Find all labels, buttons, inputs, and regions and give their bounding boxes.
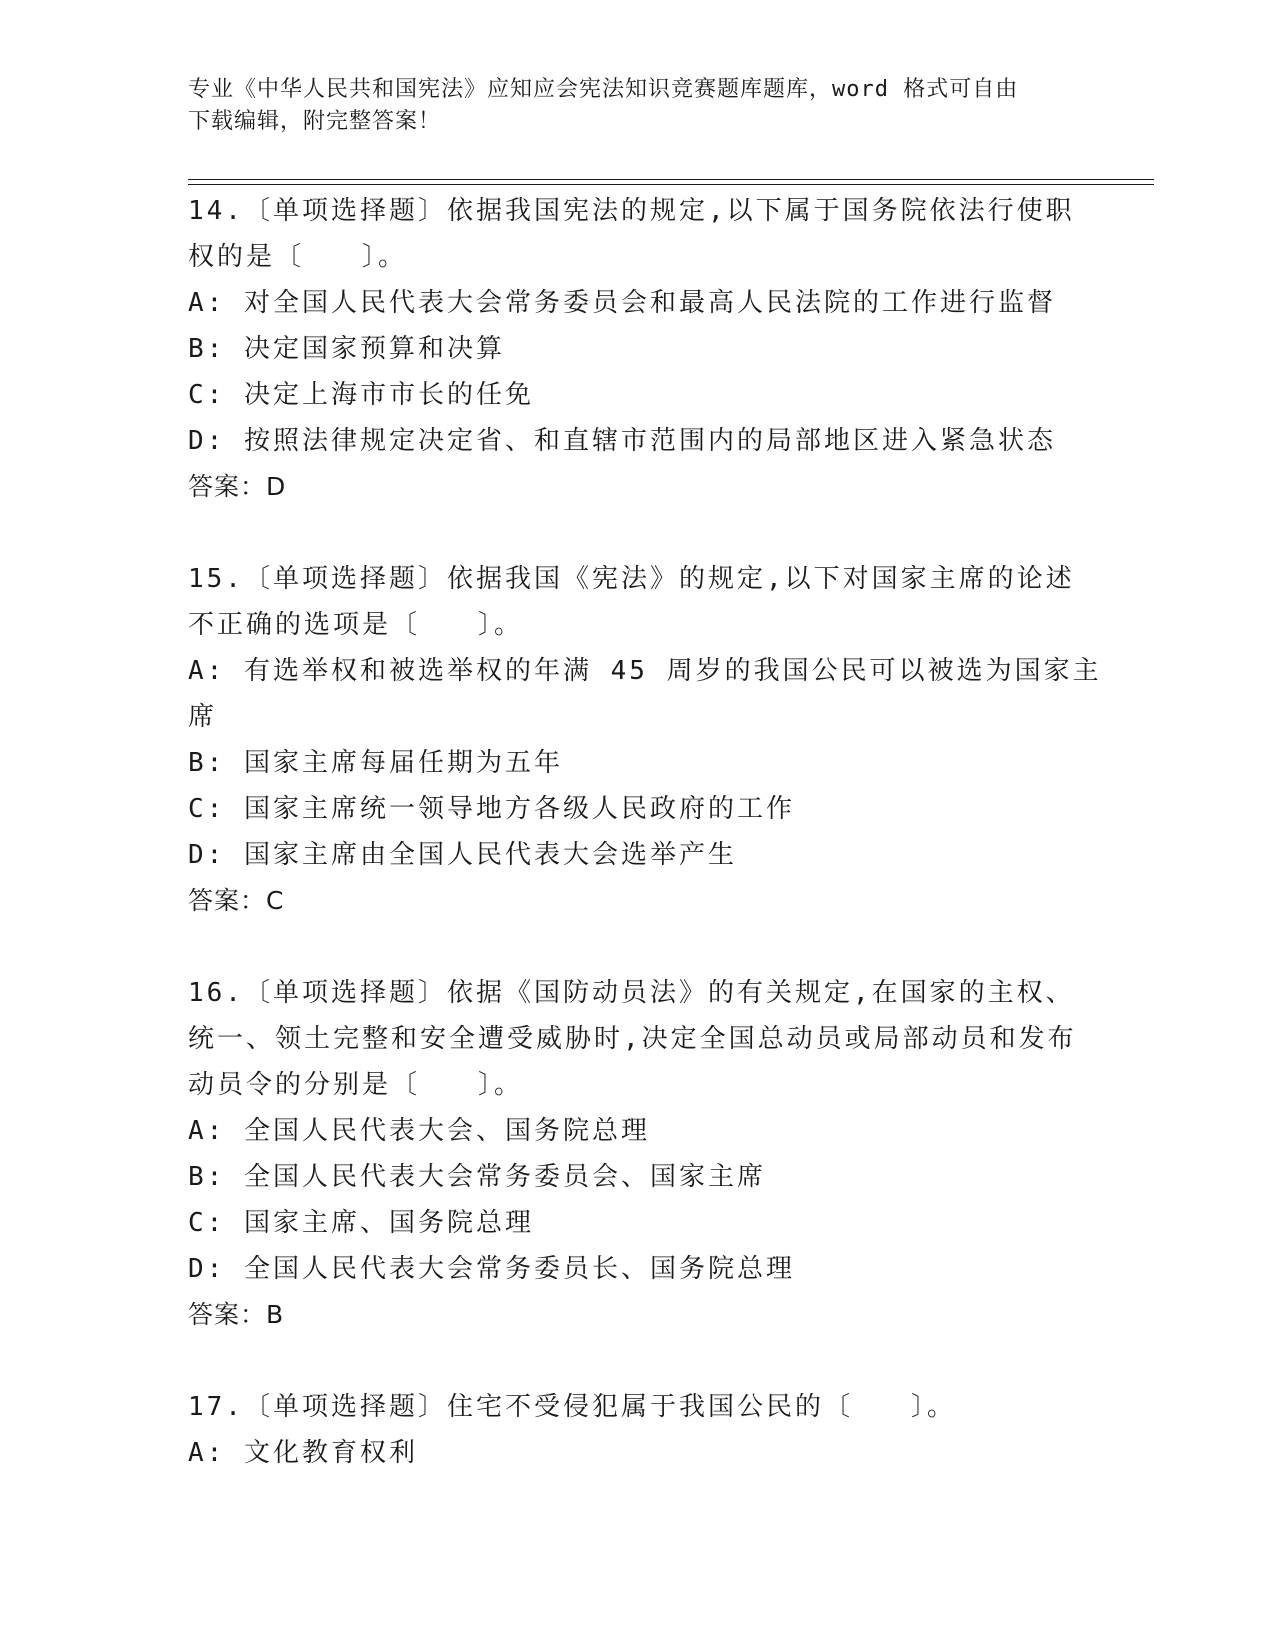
option-a: A: 全国人民代表大会、国务院总理 bbox=[188, 1116, 650, 1146]
answer-label: 答案：C bbox=[188, 886, 285, 915]
option-b: B: 全国人民代表大会常务委员会、国家主席 bbox=[188, 1162, 766, 1192]
question-17 bbox=[188, 1384, 1088, 1476]
answer-label: 答案：D bbox=[188, 472, 287, 501]
option-b: B: 国家主席每届任期为五年 bbox=[188, 748, 563, 778]
option-a: A: 文化教育权利 bbox=[188, 1438, 418, 1468]
question-stem-line: 动员令的分别是〔 〕。 bbox=[188, 1070, 524, 1100]
question-stem-line: 统一、领土完整和安全遭受威胁时,决定全国总动员或局部动员和发布 bbox=[188, 1024, 1077, 1054]
answer-label: 答案：B bbox=[188, 1300, 285, 1329]
option-d: D: 全国人民代表大会常务委员长、国务院总理 bbox=[188, 1254, 795, 1284]
option-d: D: 按照法律规定决定省、和直辖市范围内的局部地区进入紧急状态 bbox=[188, 426, 1056, 456]
question-stem-line: 权的是〔 〕。 bbox=[188, 242, 408, 272]
question-14 bbox=[188, 188, 1088, 510]
option-a-continued: 席 bbox=[188, 702, 218, 732]
question-stem-line: 16.〔单项选择题〕依据《国防动员法》的有关规定,在国家的主权、 bbox=[188, 978, 1075, 1008]
option-c: C: 国家主席、国务院总理 bbox=[188, 1208, 534, 1238]
option-b: B: 决定国家预算和决算 bbox=[188, 334, 505, 364]
header-divider-bottom bbox=[188, 184, 1154, 185]
option-c: C: 国家主席统一领导地方各级人民政府的工作 bbox=[188, 794, 795, 824]
document-header bbox=[188, 74, 1088, 138]
question-stem bbox=[188, 556, 1088, 648]
question-16 bbox=[188, 970, 1088, 1338]
option-d: D: 国家主席由全国人民代表大会选举产生 bbox=[188, 840, 737, 870]
header-line-2: 下载编辑，附完整答案！ bbox=[188, 109, 442, 134]
question-stem-line: 17.〔单项选择题〕住宅不受侵犯属于我国公民的〔 〕。 bbox=[188, 1392, 956, 1422]
header-divider-top bbox=[188, 179, 1154, 180]
question-stem-line: 14.〔单项选择题〕依据我国宪法的规定,以下属于国务院依法行使职 bbox=[188, 196, 1075, 226]
question-stem bbox=[188, 970, 1088, 1108]
question-stem bbox=[188, 188, 1088, 280]
question-list bbox=[188, 188, 1102, 1522]
header-line-1: 专业《中华人民共和国宪法》应知应会宪法知识竞赛题库题库，word 格式可自由 bbox=[188, 77, 1019, 102]
question-stem-line: 15.〔单项选择题〕依据我国《宪法》的规定,以下对国家主席的论述 bbox=[188, 564, 1075, 594]
question-15 bbox=[188, 556, 1102, 924]
question-stem bbox=[188, 1384, 1088, 1430]
question-stem-line: 不正确的选项是〔 〕。 bbox=[188, 610, 524, 640]
option-c: C: 决定上海市市长的任免 bbox=[188, 380, 534, 410]
option-a: A: 有选举权和被选举权的年满 45 周岁的我国公民可以被选为国家主 bbox=[188, 656, 1102, 686]
option-a: A: 对全国人民代表大会常务委员会和最高人民法院的工作进行监督 bbox=[188, 288, 1056, 318]
